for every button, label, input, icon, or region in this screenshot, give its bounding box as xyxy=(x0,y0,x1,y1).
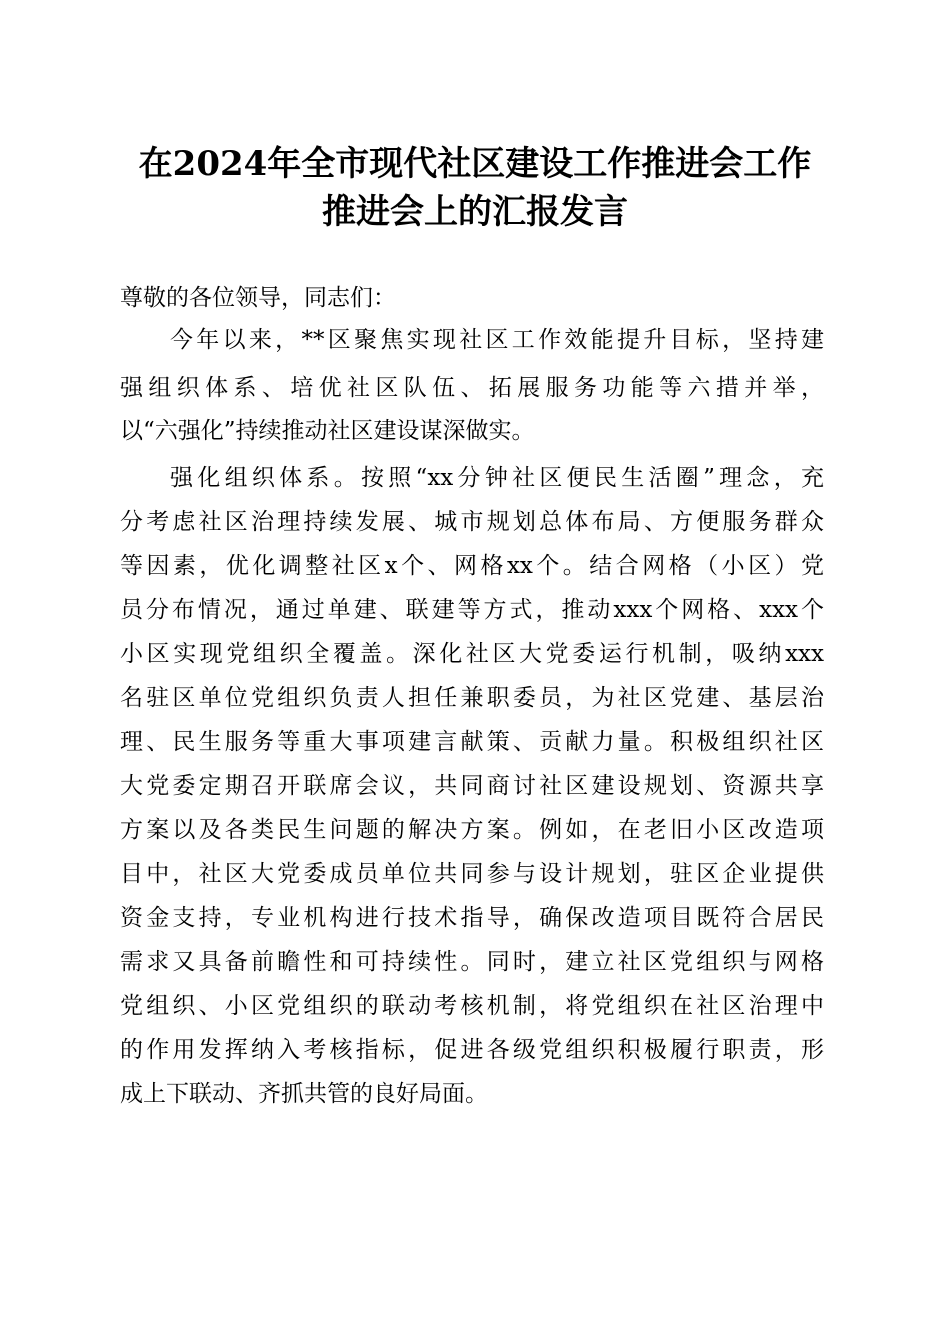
paragraph-2-line: 方案以及各类民生问题的解决方案。例如，在老旧小区改造项 xyxy=(120,817,824,843)
document-title-line-2: 推进会上的汇报发言 xyxy=(322,192,628,232)
paragraph-2-line: 等因素，优化调整社区x个、网格xx个。结合网格（小区）党 xyxy=(120,553,824,579)
paragraph-1-line: 强组织体系、培优社区队伍、拓展服务功能等六措并举， xyxy=(120,375,824,401)
paragraph-2-line: 强化组织体系。按照“xx分钟社区便民生活圈”理念，充 xyxy=(170,465,824,491)
salutation: 尊敬的各位领导，同志们： xyxy=(120,285,396,311)
paragraph-2-line: 成上下联动、齐抓共管的良好局面。 xyxy=(120,1081,488,1107)
paragraph-2-line: 大党委定期召开联席会议，共同商讨社区建设规划、资源共享 xyxy=(120,773,824,799)
paragraph-2-line: 员分布情况，通过单建、联建等方式，推动xxx个网格、xxx个 xyxy=(120,597,824,623)
paragraph-1-line: 今年以来，**区聚焦实现社区工作效能提升目标，坚持建 xyxy=(170,327,824,353)
paragraph-2-line: 理、民生服务等重大事项建言献策、贡献力量。积极组织社区 xyxy=(120,729,824,755)
paragraph-1-line: 以“六强化”持续推动社区建设谋深做实。 xyxy=(120,418,535,444)
paragraph-2-line: 的作用发挥纳入考核指标，促进各级党组织积极履行职责，形 xyxy=(120,1037,824,1063)
paragraph-2-line: 小区实现党组织全覆盖。深化社区大党委运行机制，吸纳xxx xyxy=(120,641,824,667)
paragraph-2-line: 分考虑社区治理持续发展、城市规划总体布局、方便服务群众 xyxy=(120,509,824,535)
paragraph-2-line: 需求又具备前瞻性和可持续性。同时，建立社区党组织与网格 xyxy=(120,949,824,975)
paragraph-2-line: 目中，社区大党委成员单位共同参与设计规划，驻区企业提供 xyxy=(120,861,824,887)
document-title-line-1: 在2024年全市现代社区建设工作推进会工作 xyxy=(138,144,812,184)
paragraph-2-line: 党组织、小区党组织的联动考核机制，将党组织在社区治理中 xyxy=(120,993,824,1019)
paragraph-2-line: 资金支持，专业机构进行技术指导，确保改造项目既符合居民 xyxy=(120,905,824,931)
paragraph-2-line: 名驻区单位党组织负责人担任兼职委员，为社区党建、基层治 xyxy=(120,685,824,711)
